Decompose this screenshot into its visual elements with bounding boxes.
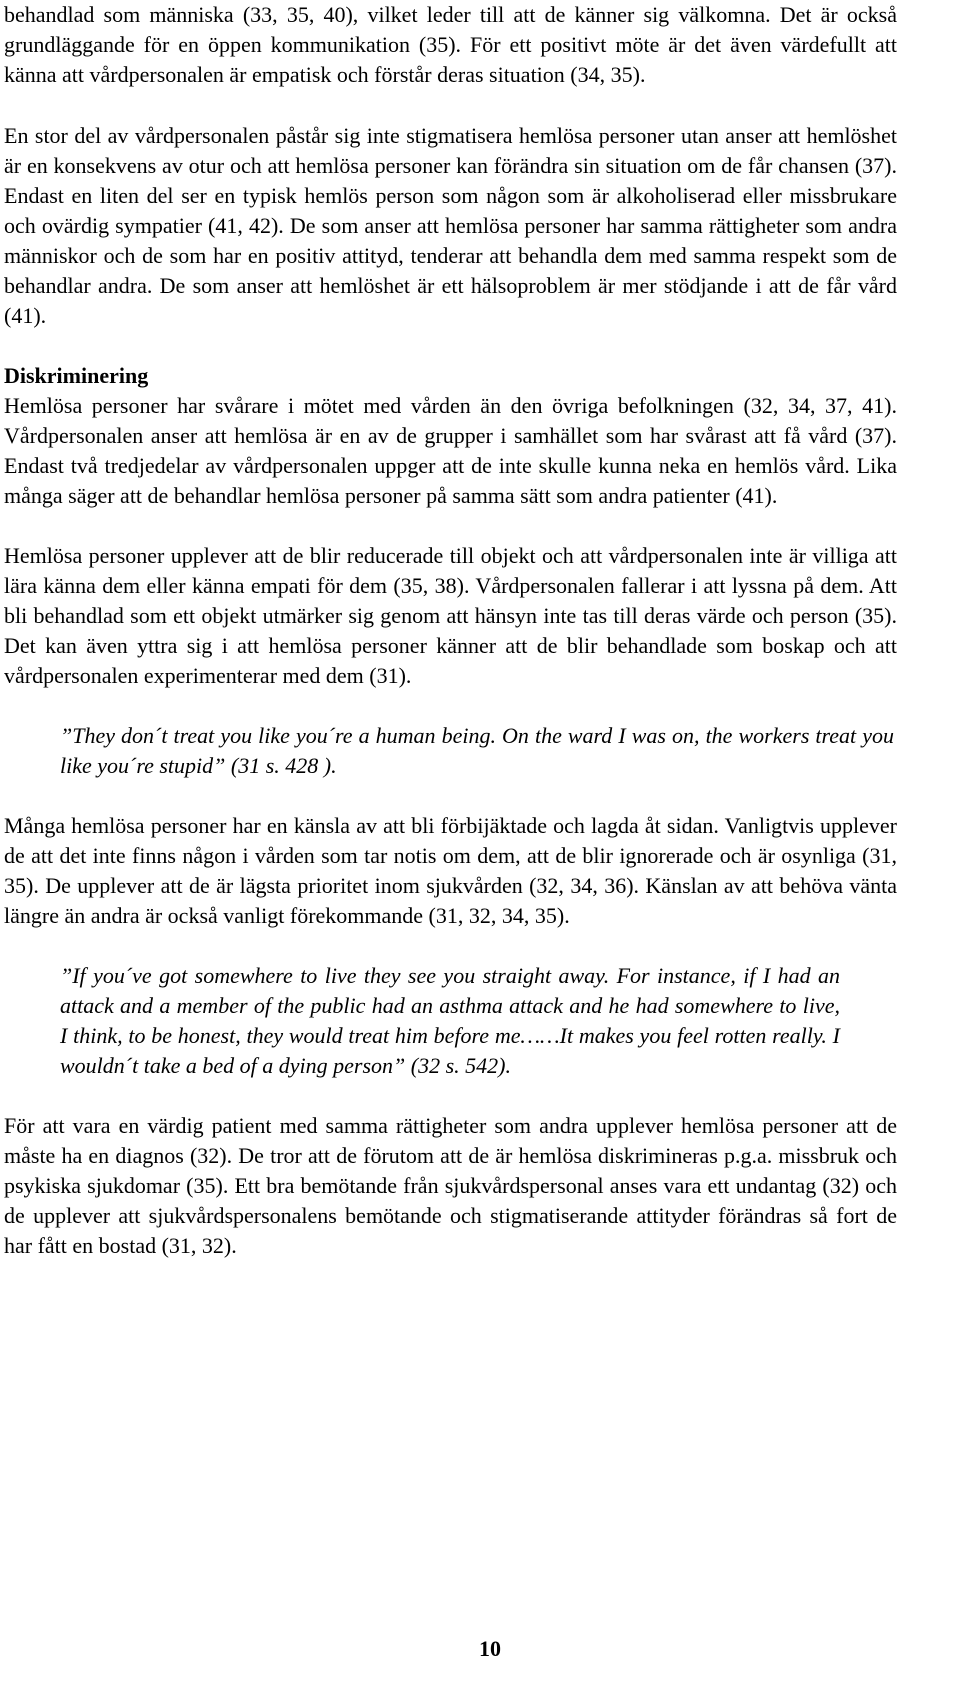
section-heading: Diskriminering (4, 363, 149, 388)
paragraph-staff-attitudes: En stor del av vårdpersonalen påstår sig inte stigmatisera hemlösa personer utan anser att hemlöshet är en konsekvens av otur och att hemlösa personer kan förändra sin situation om de får chansen (37). Endast en liten del ser en typisk hemlös person som någon som är alkoholiserad eller missbrukare och ovärdig sympatier (41, 42). De som anser att hemlösa personer har samma rättigheter som andra människor och de som har en positiv attityd, tenderar att behandla dem med samma respekt som de behandlar andra. De som anser att hemlöshet är ett hälsoproblem är mer stödjande i att de får vård (41). (4, 123, 897, 328)
paragraph-diagnosis: För att vara en värdig patient med samma rättigheter som andra upplever hemlösa personer att de måste ha en diagnos (32). De tror att de förutom att de är hemlösa diskrimineras p.g.a. missbruk och psykiska sjukdomar (35). Ett bra bemötande från sjukvårdspersonal anses vara ett undantag (32) och de upplever att sjukvårdspersonalens bemötande och stigmatiserande attityder förändras så fort de har fått en bostad (31, 32). (4, 1113, 897, 1258)
page-number: 10 (479, 1636, 501, 1661)
paragraph-continuation: behandlad som människa (33, 35, 40), vilket leder till att de känner sig välkomna. Det är också grundläggande för en öppen kommunikation (35). För ett positivt möte är det även värdefullt att känna att vårdpersonalen är empatisk och förstår deras situation (34, 35). (4, 2, 897, 87)
block-quote-1: ”They don´t treat you like you´re a human being. On the ward I was on, the workers treat you like you´re stupid” (31 s. 428 ). (60, 723, 894, 778)
paragraph-objectification: Hemlösa personer upplever att de blir reducerade till objekt och att vårdpersonalen inte är villiga att lära känna dem eller känna empati för dem (35, 38). Vårdpersonalen fallerar i att lyssna på dem. Att bli behandlad som ett objekt utmärker sig genom att hänsyn inte tas till deras värde och person (35). Det kan även yttra sig i att hemlösa personer känner att de blir behandlade som boskap och att vårdpersonalen experimenterar med dem (31). (4, 543, 897, 688)
paragraph-ignored: Många hemlösa personer har en känsla av att bli förbijäktade och lagda åt sidan. Vanligtvis upplever de att det inte finns någon i vården som tar notis om dem, att de blir ignorerade och är osynliga (31, 35). De upplever att de är lägsta prioritet inom sjukvården (32, 34, 36). Känslan av att behöva vänta längre än andra är också vanligt förekommande (31, 32, 34, 35). (4, 813, 897, 928)
block-quote-2: ”If you´ve got somewhere to live they see you straight away. For instance, if I had an attack and a member of the public had an asthma attack and he had somewhere to live, I think, to be honest, they would treat him before me……It makes you feel rotten really. I wouldn´t take a bed of a dying person” (32 s. 542). (60, 963, 840, 1078)
paragraph-discrimination: Hemlösa personer har svårare i mötet med vården än den övriga befolkningen (32, 34, 37, 41). Vårdpersonalen anser att hemlösa är en av de grupper i samhället som har svårast att få vård (37). Endast två tredjedelar av vårdpersonalen uppger att de inte skulle kunna neka en hemlös vård. Lika många säger att de behandlar hemlösa personer på samma sätt som andra patienter (41). (4, 393, 897, 508)
